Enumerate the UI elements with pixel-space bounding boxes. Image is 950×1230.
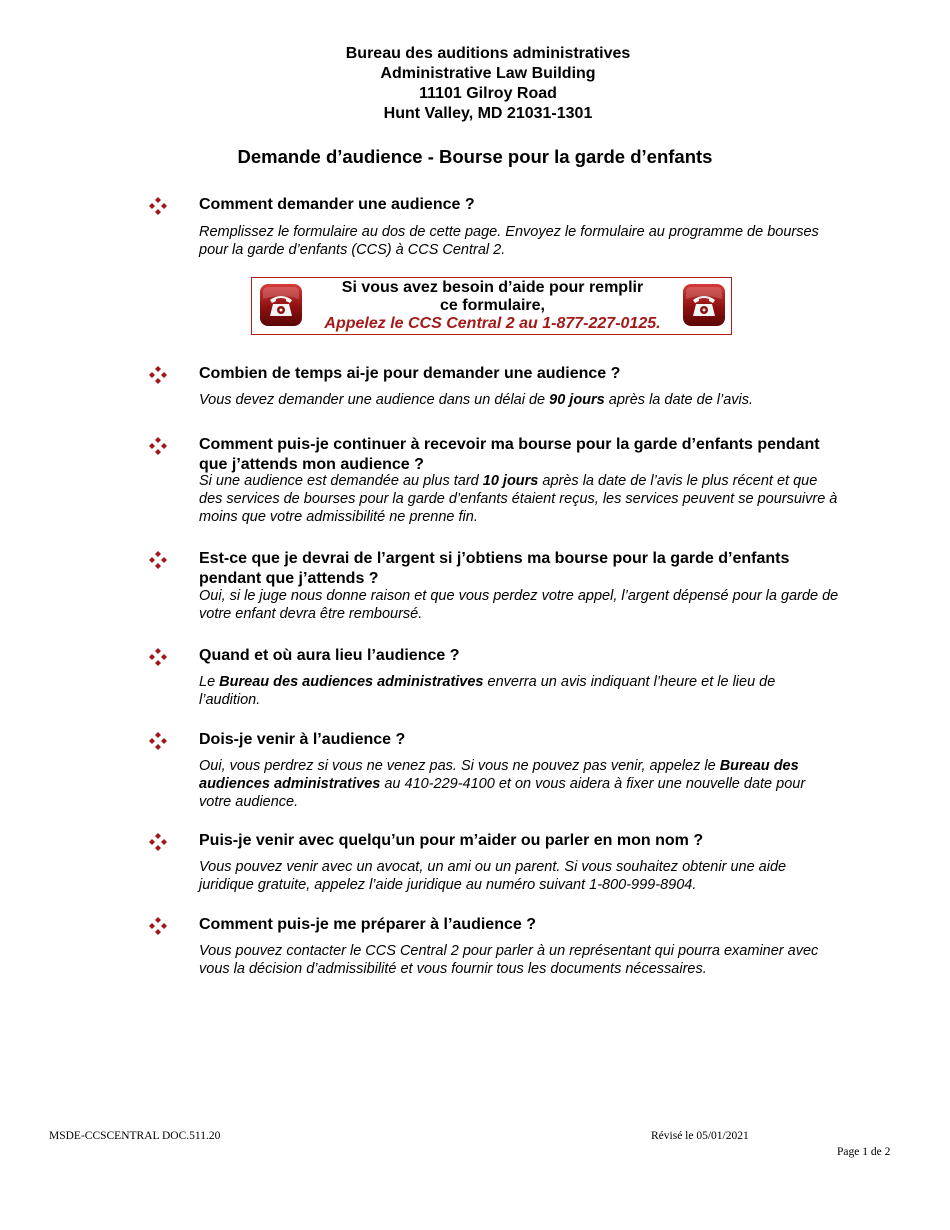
faq-question: Comment puis-je continuer à recevoir ma bourse pour la garde d’enfants pendant que j’attends mon audience ?: [199, 436, 820, 473]
diamond-bullet-icon: [148, 832, 168, 852]
diamond-bullet-icon: [148, 731, 168, 751]
help-callout-box: [251, 277, 732, 335]
faq-question: Comment puis-je me préparer à l’audience ?: [199, 916, 536, 933]
faq-question: Comment demander une audience ?: [199, 196, 475, 213]
faq-answer: Si une audience est demandée au plus tard 10 jours après la date de l’avis le plus récent et que des services de bourses pour la garde d’enfants étaient reçus, les services peuvent se poursuivre à moins que votre admissibilité ne prenne fin.: [199, 473, 838, 525]
help-line-1: Si vous avez besoin d’aide pour remplir: [341, 279, 644, 296]
faq-answer: Vous devez demander une audience dans un délai de 90 jours après la date de l’avis.: [199, 392, 754, 408]
faq-answer: Remplissez le formulaire au dos de cette page. Envoyez le formulaire au programme de bourses pour la garde d’enfants (CCS) à CCS Central 2.: [199, 224, 819, 258]
office-address-header: [0, 44, 950, 124]
diamond-bullet-icon: [148, 916, 168, 936]
faq-question: Est-ce que je devrai de l’argent si j’obtiens ma bourse pour la garde d’enfants pendant que j’attends ?: [199, 550, 790, 587]
faq-question: Puis-je venir avec quelqu’un pour m’aider ou parler en mon nom ?: [199, 832, 704, 849]
phone-icon: [682, 283, 726, 327]
faq-question: Dois-je venir à l’audience ?: [199, 731, 406, 748]
building-name: Administrative Law Building: [380, 65, 596, 82]
diamond-bullet-icon: [148, 196, 168, 216]
document-id: MSDE-CCSCENTRAL DOC.511.20: [49, 1130, 221, 1142]
city-state-zip: Hunt Valley, MD 21031-1301: [383, 105, 593, 122]
help-phone-number: Appelez le CCS Central 2 au 1-877-227-0125.: [324, 315, 661, 332]
page-title: Demande d’audience - Bourse pour la garde d’enfants: [237, 146, 713, 167]
diamond-bullet-icon: [148, 550, 168, 570]
faq-answer: Oui, si le juge nous donne raison et que vous perdez votre appel, l’argent dépensé pour la garde de votre enfant devra être remboursé.: [199, 588, 839, 622]
faq-answer: Le Bureau des audiences administratives enverra un avis indiquant l’heure et le lieu de l’audition.: [199, 674, 776, 708]
faq-answer: Oui, vous perdrez si vous ne venez pas. Si vous ne pouvez pas venir, appelez le Bureau des audiences administratives au 410-229-4100 et on vous aidera à fixer une nouvelle date pour votre audience.: [199, 758, 806, 810]
faq-question: Quand et où aura lieu l’audience ?: [199, 647, 460, 664]
faq-answer: Vous pouvez venir avec un avocat, un ami ou un parent. Si vous souhaitez obtenir une aide juridique gratuite, appelez l’aide juridique au numéro suivant 1-800-999-8904.: [199, 859, 787, 893]
revision-date: Révisé le 05/01/2021: [651, 1130, 749, 1142]
diamond-bullet-icon: [148, 365, 168, 385]
help-text: [302, 279, 683, 333]
diamond-bullet-icon: [148, 647, 168, 667]
page-number: Page 1 de 2: [837, 1146, 891, 1158]
diamond-bullet-icon: [148, 436, 168, 456]
faq-answer: Vous pouvez contacter le CCS Central 2 pour parler à un représentant qui pourra examiner avec vous la décision d’admissibilité et vous fournir tous les documents nécessaires.: [199, 943, 819, 977]
help-line-2: ce formulaire,: [440, 297, 545, 314]
street-address: 11101 Gilroy Road: [419, 85, 557, 102]
faq-question: Combien de temps ai-je pour demander une audience ?: [199, 365, 621, 382]
phone-icon: [259, 283, 303, 327]
office-name: Bureau des auditions administratives: [345, 45, 631, 62]
